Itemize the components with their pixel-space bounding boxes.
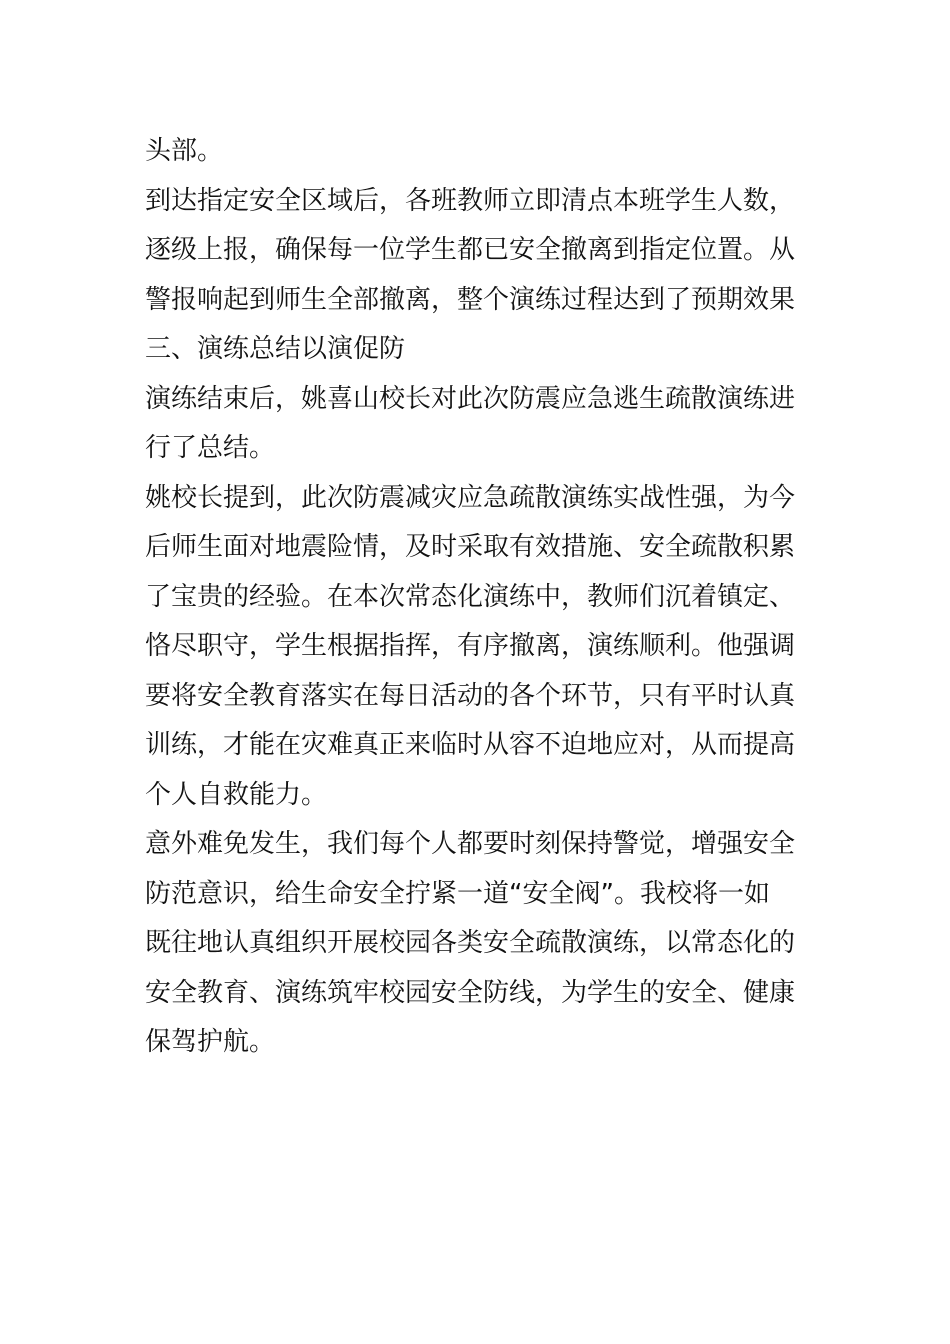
text-line: 恪尽职守，学生根据指挥，有序撤离，演练顺利。他强调	[145, 631, 796, 661]
text-line: 了宝贵的经验。在本次常态化演练中，教师们沉着镇定、	[145, 581, 796, 612]
text-line: 姚校长提到，此次防震减灾应急疏散演练实战性强，为今	[145, 482, 796, 513]
text-line: 训练，才能在灾难真正来临时从容不迫地应对，从而提高	[145, 730, 796, 760]
text-line: 头部。	[145, 136, 224, 166]
text-line: 行了总结。	[145, 433, 276, 463]
document-body	[145, 127, 810, 1068]
text-line: 防范意识，给生命安全拧紧一道“安全阀”。我校将一如	[145, 878, 770, 909]
section-heading: 三、演练总结以演促防	[145, 334, 406, 364]
text-line: 保驾护航。	[145, 1027, 276, 1057]
text-line: 安全教育、演练筑牢校园安全防线，为学生的安全、健康	[145, 977, 796, 1008]
text-line: 警报响起到师生全部撤离，整个演练过程达到了预期效果	[145, 284, 796, 315]
text-line: 意外难免发生，我们每个人都要时刻保持警觉，增强安全	[145, 829, 796, 859]
text-line: 到达指定安全区域后，各班教师立即清点本班学生人数，	[145, 185, 796, 216]
text-line: 演练结束后，姚喜山校长对此次防震应急逃生疏散演练进	[145, 383, 796, 414]
text-line: 后师生面对地震险情，及时采取有效措施、安全疏散积累	[145, 532, 796, 562]
text-line: 个人自救能力。	[145, 779, 328, 810]
text-line: 要将安全教育落实在每日活动的各个环节，只有平时认真	[145, 680, 796, 711]
text-line: 逐级上报，确保每一位学生都已安全撤离到指定位置。从	[145, 235, 796, 265]
text-line: 既往地认真组织开展校园各类安全疏散演练，以常态化的	[145, 928, 796, 958]
